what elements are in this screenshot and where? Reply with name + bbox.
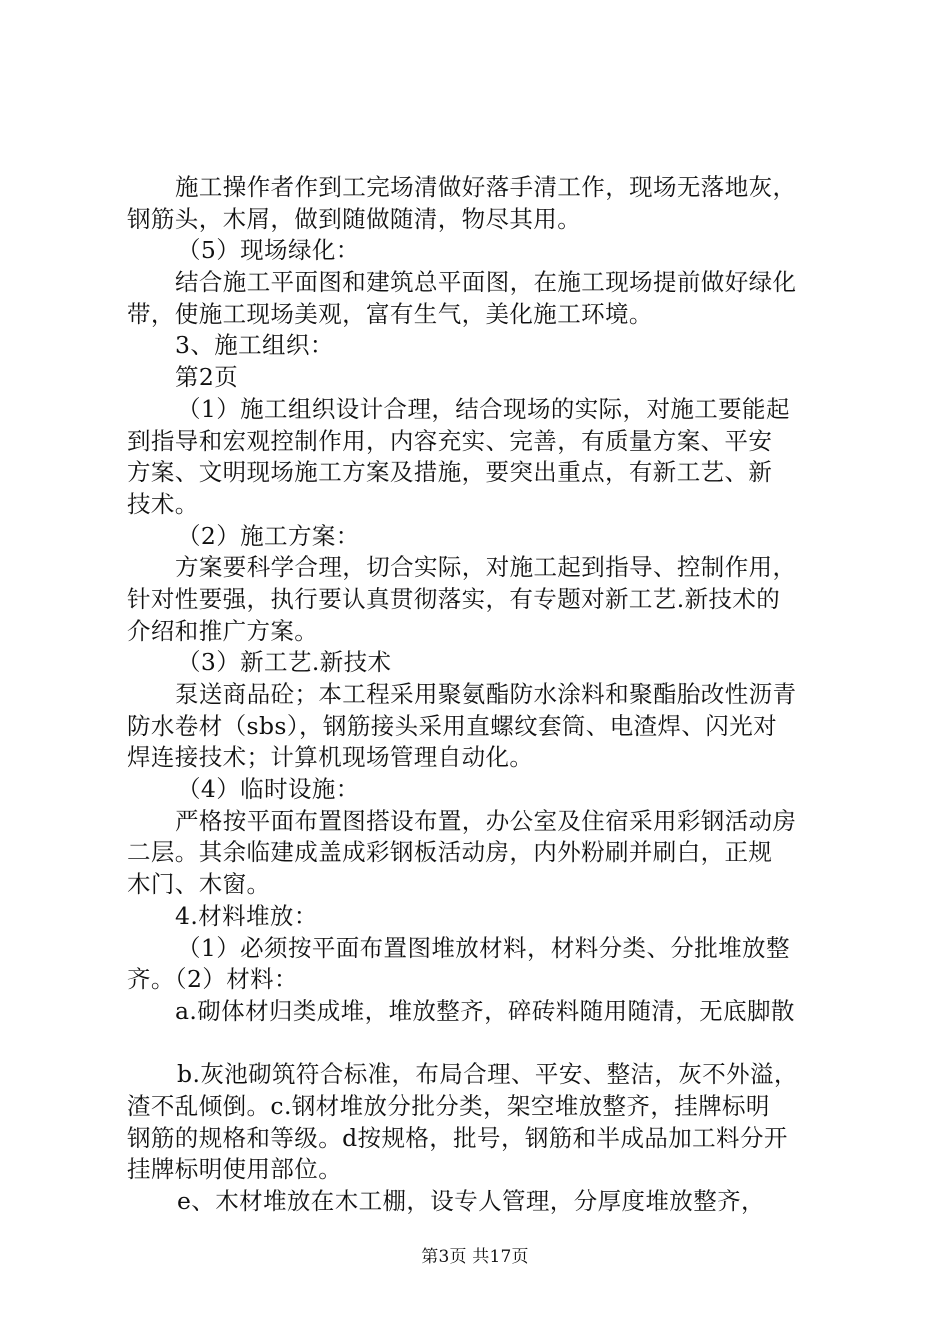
- section-heading: （3）新工艺.新技术: [177, 648, 392, 677]
- paragraph-line: 防水卷材（sbs），钢筋接头采用直螺纹套筒、电渣焊、闪光对: [127, 711, 778, 740]
- paragraph-line: （1）施工组织设计合理，结合现场的实际，对施工要能起: [177, 394, 790, 423]
- paragraph-line: 齐。（2）材料：: [127, 965, 298, 994]
- paragraph-line: 到指导和宏观控制作用，内容充实、完善，有质量方案、平安: [127, 426, 773, 455]
- paragraph-line: 带，使施工现场美观，富有生气，美化施工环境。: [127, 299, 653, 328]
- paragraph-line: 木门、木窗。: [127, 870, 271, 899]
- paragraph-line: a.砌体材归类成堆，堆放整齐，碎砖料随用随清，无底脚散: [175, 996, 795, 1025]
- section-heading: （2）施工方案：: [177, 521, 360, 550]
- blank-line: [127, 1028, 837, 1060]
- section-heading: 3、施工组织：: [175, 331, 334, 360]
- paragraph-line: 方案、文明现场施工方案及措施，要突出重点，有新工艺、新: [127, 458, 773, 487]
- paragraph-line: 技术。: [127, 489, 199, 518]
- section-heading: （5）现场绿化：: [177, 236, 360, 265]
- paragraph-line: 方案要科学合理，切合实际，对施工起到指导、控制作用，: [175, 553, 797, 582]
- page-marker: 第2页: [175, 363, 239, 392]
- paragraph-line: 二层。其余临建成盖成彩钢板活动房，内外粉刷并刷白，正规: [127, 838, 773, 867]
- page-footer: 第3页 共17页: [421, 1247, 529, 1267]
- paragraph-line: 结合施工平面图和建筑总平面图，在施工现场提前做好绿化: [175, 268, 797, 297]
- paragraph-line: 泵送商品砼；本工程采用聚氨酯防水涂料和聚酯胎改性沥青: [175, 680, 797, 708]
- paragraph-line: 严格按平面布置图搭设布置，办公室及住宿采用彩钢活动房: [175, 806, 797, 835]
- paragraph-line: 挂牌标明使用部位。: [127, 1155, 343, 1184]
- paragraph-line: （1）必须按平面布置图堆放材料，材料分类、分批堆放整: [177, 933, 790, 962]
- paragraph-line: 钢筋的规格和等级。d按规格，批号，钢筋和半成品加工料分开: [127, 1123, 788, 1152]
- paragraph-line: 施工操作者作到工完场清做好落手清工作，现场无落地灰，: [175, 173, 797, 201]
- document-body: [127, 172, 837, 1218]
- section-heading: 4.材料堆放：: [175, 901, 318, 930]
- paragraph-line: 针对性要强，执行要认真贯彻落实，有专题对新工艺.新技术的: [127, 584, 781, 613]
- paragraph-line: 钢筋头，木屑，做到随做随清，物尽其用。: [127, 204, 582, 233]
- paragraph-line: 介绍和推广方案。: [127, 616, 319, 645]
- paragraph-line: b.灰池砌筑符合标准，布局合理、平安、整洁，灰不外溢，: [177, 1060, 798, 1089]
- paragraph-line: 焊连接技术；计算机现场管理自动化。: [127, 743, 534, 772]
- paragraph-line: e、木材堆放在木工棚，设专人管理，分厚度堆放整齐，: [177, 1187, 765, 1215]
- section-heading: （4）临时设施：: [177, 775, 360, 804]
- paragraph-line: 渣不乱倾倒。c.钢材堆放分批分类，架空堆放整齐，挂牌标明: [127, 1091, 770, 1120]
